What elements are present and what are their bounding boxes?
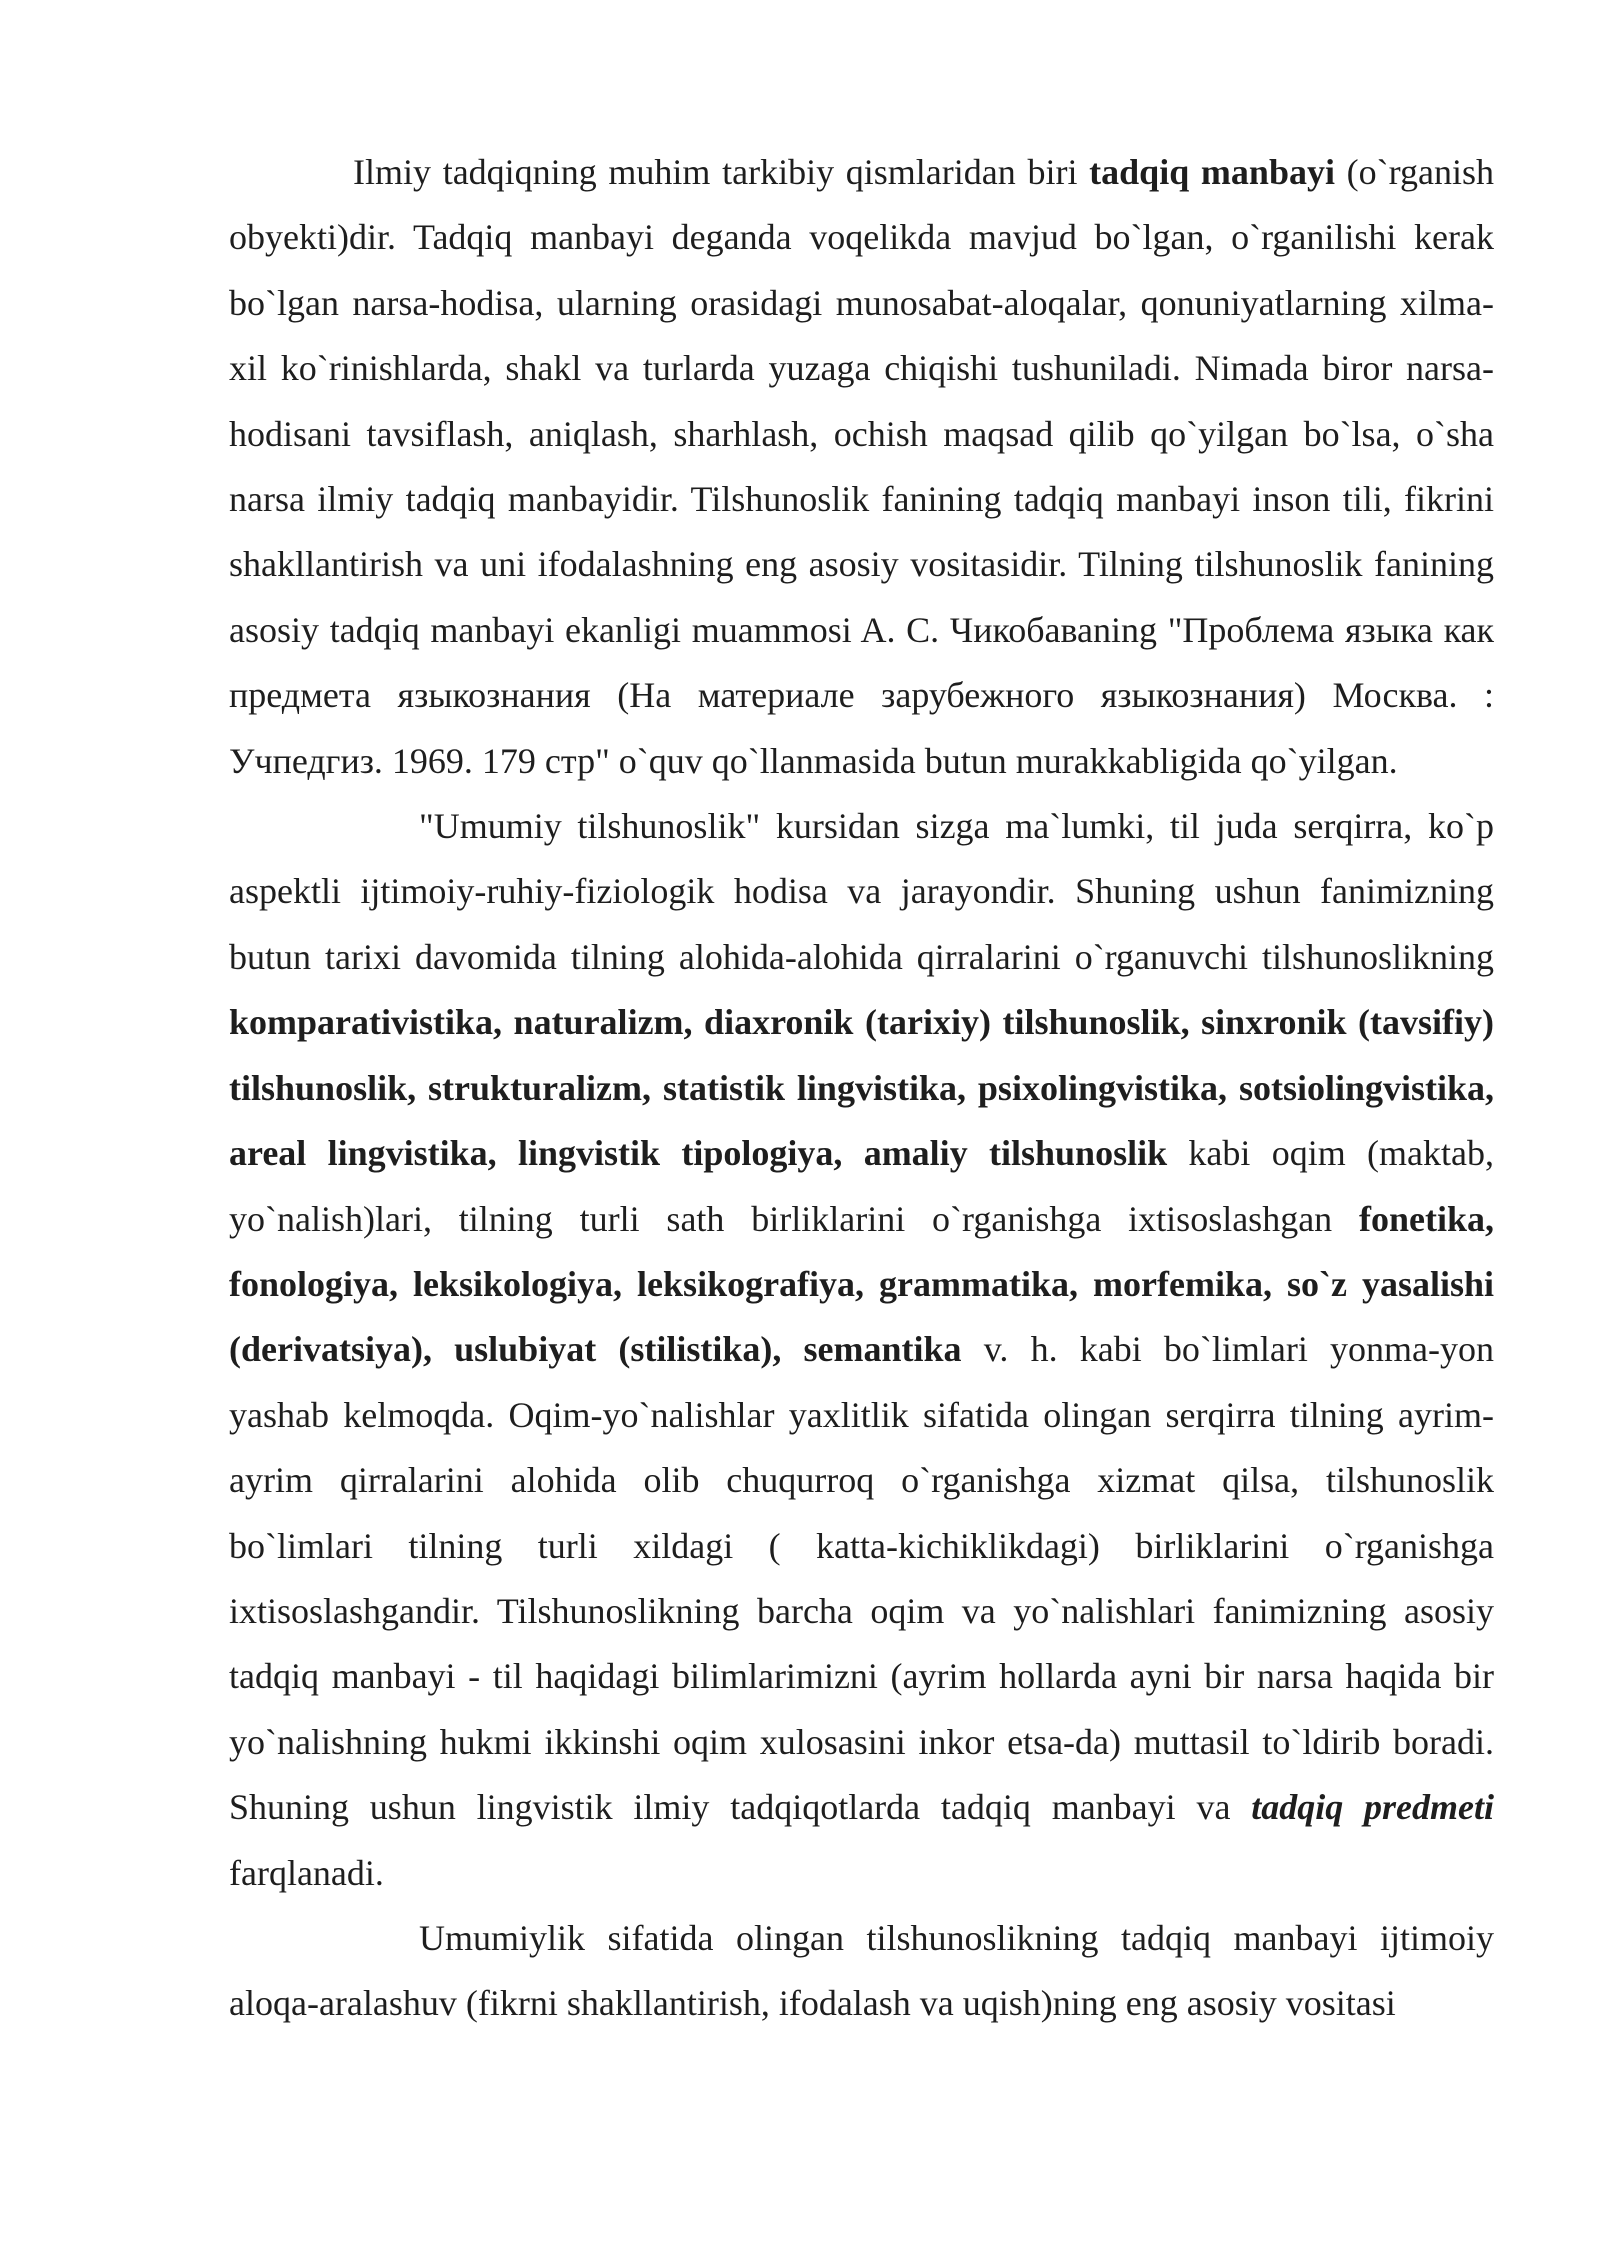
- text-run: farqlanadi.: [229, 1852, 384, 1893]
- term-tadqiq-manbayi: tadqiq manbayi: [1089, 152, 1335, 192]
- term-tadqiq-predmeti: tadqiq predmeti: [1251, 1787, 1494, 1828]
- paragraph-tadqiq-manbayi: [229, 140, 1494, 794]
- text-run: kabi oqim (maktab, yo`nalish)lari, tilning turli sath birliklarini o`rganishga ixtisoslashgan: [229, 1133, 1494, 1239]
- paragraph-umumiy-tilshunoslik: [229, 794, 1494, 1906]
- term-list-oqimlar: komparativistika, naturalizm, diaxronik (tarixiy) tilshunoslik, sinxronik (tavsifiy) tilshunoslik, strukturalizm, statistik lingvistika, psixolingvistika, sotsiolingvistika, areal lingvistika, lingvistik tipologiya, amaliy tilshunoslik: [229, 1002, 1494, 1174]
- text-run: Umumiylik sifatida olingan tilshunoslikning tadqiq manbayi ijtimoiy aloqa-aralashuv (fikrni shakllantirish, ifodalash va uqish)ning eng asosiy vositasi: [229, 1917, 1494, 2024]
- text-run: (o`rganish obyekti)dir. Tadqiq manbayi deganda voqelikda mavjud bo`lgan, o`rganilishi kerak bo`lgan narsa-hodisa, ularning orasidagi munosabat-aloqalar, qonuniyatlarning xilma-xil ko`rinishlarda, shakl va turlarda yuzaga chiqishi tushuniladi. Nimada biror narsa-hodisani tavsiflash, aniqlash, sharhlash, ochish maqsad qilib qo`yilgan bo`lsa, o`sha narsa ilmiy tadqiq manbayidir. Tilshunoslik fanining tadqiq manbayi inson tili, fikrini shakllantirish va uni ifodalashning eng asosiy vositasidir. Tilning tilshunoslik fanining asosiy tadqiq manbayi ekanligi muammosi A. C. Чикобаваning "Проблема языка как предмета языкознания (На материале зарубежного языкознания) Москва. : Учпедгиз. 1969. 179 стр" o`quv qo`llanmasida butun murakkabligida qo`yilgan.: [229, 152, 1494, 781]
- text-run: "Umumiy tilshunoslik" kursidan sizga ma`lumki, til juda serqirra, ko`p aspektli ijtimoiy-ruhiy-fiziologik hodisa va jarayondir. Shuning ushun fanimizning butun tarixi davomida tilning alohida-alohida qirralarini o`rganuvchi tilshunoslikning: [229, 806, 1494, 977]
- document-page: [229, 140, 1494, 2037]
- text-run: v. h. kabi bo`limlari yonma-yon yashab kelmoqda. Oqim-yo`nalishlar yaxlitlik sifatida olingan serqirra tilning ayrim-ayrim qirralarini alohida olib chuqurroq o`rganishga xizmat qilsa, tilshunoslik bo`limlari tilning turli xildagi ( katta-kichiklikdagi) birliklarini o`rganishga ixtisoslashgandir. Tilshunoslikning barcha oqim va yo`nalishlari fanimizning asosiy tadqiq manbayi - til haqidagi bilimlarimizni (ayrim hollarda ayni bir narsa haqida bir yo`nalishning hukmi ikkinshi oqim xulosasini inkor etsa-da) muttasil to`ldirib boradi. Shuning ushun lingvistik ilmiy tadqiqotlarda tadqiq manbayi va: [229, 1329, 1494, 1828]
- term-list-bolimlar: fonetika, fonologiya, leksikologiya, leksikografiya, grammatika, morfemika, so`z yasalishi (derivatsiya), uslubiyat (stilistika), semantika: [229, 1198, 1494, 1370]
- text-run: Ilmiy tadqiqning muhim tarkibiy qismlaridan biri: [353, 152, 1090, 192]
- paragraph-umumiylik: [229, 1906, 1494, 2037]
